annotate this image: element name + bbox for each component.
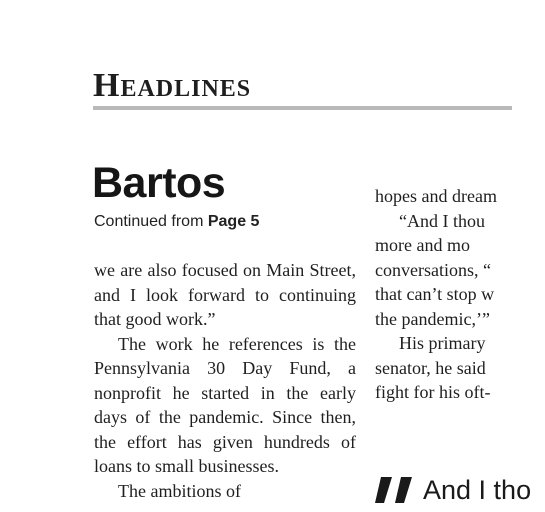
pull-quote-text: And I tho <box>423 475 532 505</box>
quote-mark-icon <box>375 477 413 503</box>
right-column-line: senator, he said <box>375 357 486 378</box>
article-right-column <box>375 184 545 405</box>
right-column-line: hopes and dream <box>375 186 497 206</box>
section-title: Headlines <box>93 67 252 104</box>
section-divider <box>93 106 512 110</box>
pull-quote <box>375 472 531 508</box>
continued-prefix: Continued from <box>94 213 208 230</box>
paragraph-1: we are also focused on Main Street, and I look forward to continuing that good work.” <box>94 260 356 329</box>
right-column-line: the pandemic,’” <box>375 308 490 329</box>
continued-page-link[interactable]: Page 5 <box>207 213 260 230</box>
article-left-column <box>94 258 356 503</box>
right-column-line: fight for his oft- <box>375 382 491 402</box>
paragraph-3: The ambitions of <box>118 480 241 501</box>
right-column-line: conversations, “ <box>375 259 491 280</box>
right-column-line: that can’t stop w <box>375 284 495 304</box>
article-headline: Bartos <box>92 159 226 207</box>
right-column-line: “And I thou <box>399 210 485 231</box>
right-column-line: His primary <box>399 333 486 353</box>
paragraph-2: The work he references is the Pennsylvania 30 Day Fund, a nonprofit he started in the early days of the pandemic. Since then, the effort has given hundreds of loans to small businesses. <box>94 333 356 476</box>
right-column-line: more and mo <box>375 235 470 255</box>
continued-from-note <box>94 212 259 232</box>
